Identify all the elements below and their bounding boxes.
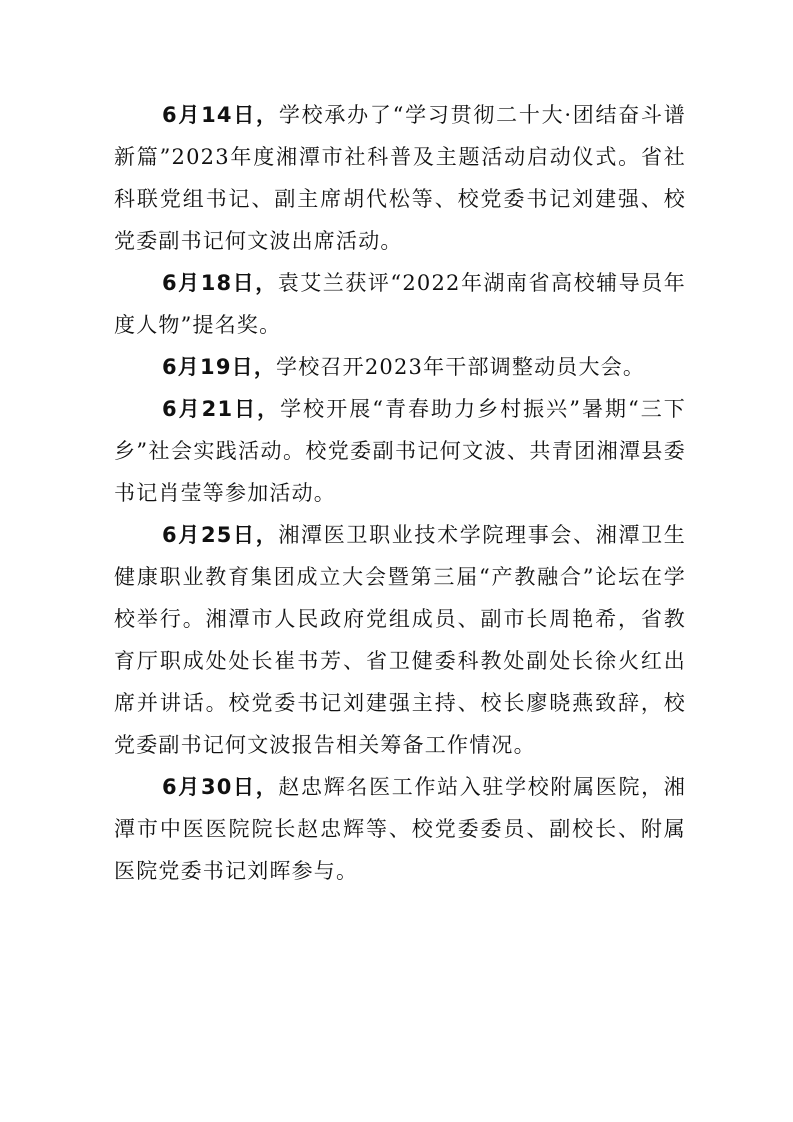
entry-date: 6月30日， xyxy=(162,775,279,799)
news-entry-0619 xyxy=(114,346,686,388)
document-page xyxy=(114,94,686,892)
entry-text: 赵忠辉名医工作站入驻学校附属医院，湘潭市中医医院院长赵忠辉等、校党委委员、副校长、附属医院党委书记刘晖参与。 xyxy=(114,775,686,883)
news-entry-0621 xyxy=(114,388,686,514)
entry-text: 袁艾兰获评“2022年湖南省高校辅导员年度人物”提名奖。 xyxy=(114,271,686,337)
entry-text: 湘潭医卫职业技术学院理事会、湘潭卫生健康职业教育集团成立大会暨第三届“产教融合”论坛在学校举行。湘潭市人民政府党组成员、副市长周艳希，省教育厅职成处处长崔书芳、省卫健委科教处副处长徐火红出席并讲话。校党委书记刘建强主持、校长廖晓燕致辞，校党委副书记何文波报告相关筹备工作情况。 xyxy=(114,523,686,757)
entry-text: 学校承办了“学习贯彻二十大·团结奋斗谱新篇”2023年度湘潭市社科普及主题活动启动仪式。省社科联党组书记、副主席胡代松等、校党委书记刘建强、校党委副书记何文波出席活动。 xyxy=(114,103,686,253)
entry-date: 6月21日， xyxy=(162,397,281,421)
entry-date: 6月18日， xyxy=(162,271,278,295)
news-entry-0630 xyxy=(114,766,686,892)
news-entry-0618 xyxy=(114,262,686,346)
entry-text: 学校开展“青春助力乡村振兴”暑期“三下乡”社会实践活动。校党委副书记何文波、共青团湘潭县委书记肖莹等参加活动。 xyxy=(114,397,686,505)
news-entry-0614 xyxy=(114,94,686,262)
entry-date: 6月25日， xyxy=(162,523,279,547)
entry-date: 6月14日， xyxy=(162,103,279,127)
news-entry-0625 xyxy=(114,514,686,766)
entry-text: 学校召开2023年干部调整动员大会。 xyxy=(276,355,646,379)
entry-date: 6月19日， xyxy=(162,355,277,379)
